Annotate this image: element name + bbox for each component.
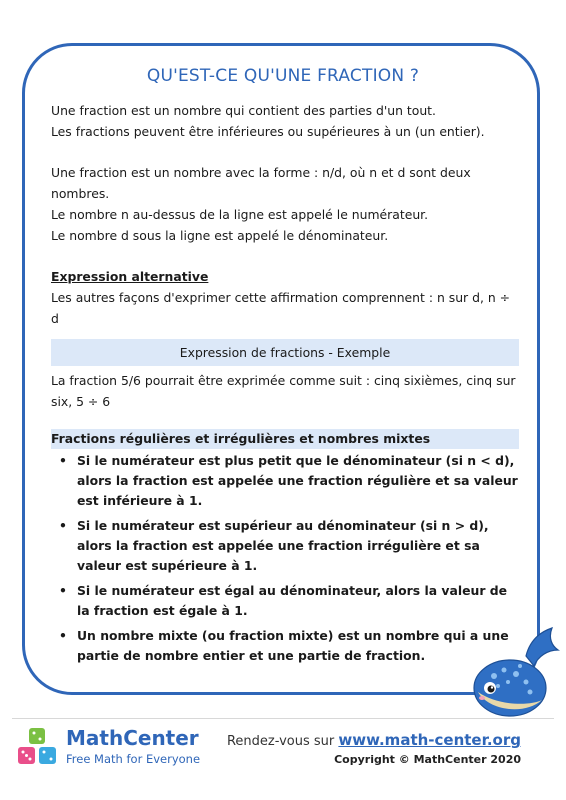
visit-line <box>227 731 521 749</box>
intro-line-2: Les fractions peuvent être inférieures ou supérieures à un (un entier). <box>51 124 485 139</box>
dice-cube-logo-icon <box>17 727 59 769</box>
bullet-text: Si le numérateur est égal au dénominateur, alors la valeur de la fraction est égale à 1. <box>77 583 508 618</box>
list-item <box>59 581 519 621</box>
worksheet-content <box>51 100 519 671</box>
fractions-section-heading: Fractions régulières et irrégulières et nombres mixtes <box>51 429 519 449</box>
list-item <box>59 451 519 511</box>
intro-line-1: Une fraction est un nombre qui contient des parties d'un tout. <box>51 103 436 118</box>
brand-tagline: Free Math for Everyone <box>66 752 201 766</box>
example-text: La fraction 5/6 pourrait être exprimée comme suit : cinq sixièmes, cinq sur six, 5 ÷ 6 <box>51 373 516 409</box>
whale-mascot-icon <box>468 626 560 722</box>
website-link[interactable]: www.math-center.org <box>338 731 521 749</box>
footer-divider <box>12 718 554 719</box>
bullet-icon: • <box>59 453 67 468</box>
bullet-icon: • <box>59 583 67 598</box>
bullet-text: Si le numérateur est plus petit que le dénominateur (si n < d), alors la fraction est appelée une fraction régulière et sa valeur est inférieure à 1. <box>77 453 518 508</box>
bullet-icon: • <box>59 518 67 533</box>
definition-line-2: Le nombre n au-dessus de la ligne est appelé le numérateur. <box>51 207 429 222</box>
visit-text: Rendez-vous sur <box>226 734 335 749</box>
page-title: QU'EST-CE QU'UNE FRACTION ? <box>146 66 420 86</box>
bullet-text: Si le numérateur est supérieur au dénominateur (si n > d), alors la fraction est appelée une fraction irrégulière et sa valeur est supérieure à 1. <box>77 518 489 573</box>
definition-line-1: Une fraction est un nombre avec la forme : n/d, où n et d sont deux nombres. <box>51 165 471 201</box>
alternative-text: Les autres façons d'exprimer cette affirmation comprennent : n sur d, n ÷ d <box>51 290 510 326</box>
alternative-heading: Expression alternative <box>51 269 209 284</box>
list-item <box>59 516 519 576</box>
list-item <box>59 626 519 666</box>
brand-name: MathCenter <box>66 726 199 750</box>
copyright-notice: Copyright © MathCenter 2020 <box>334 753 521 766</box>
definition-line-3: Le nombre d sous la ligne est appelé le dénominateur. <box>51 228 389 243</box>
fractions-bullet-list <box>51 451 519 666</box>
example-heading: Expression de fractions - Exemple <box>51 339 519 366</box>
bullet-text: Un nombre mixte (ou fraction mixte) est un nombre qui a une partie de nombre entier et une partie de fraction. <box>77 628 509 663</box>
bullet-icon: • <box>59 628 67 643</box>
